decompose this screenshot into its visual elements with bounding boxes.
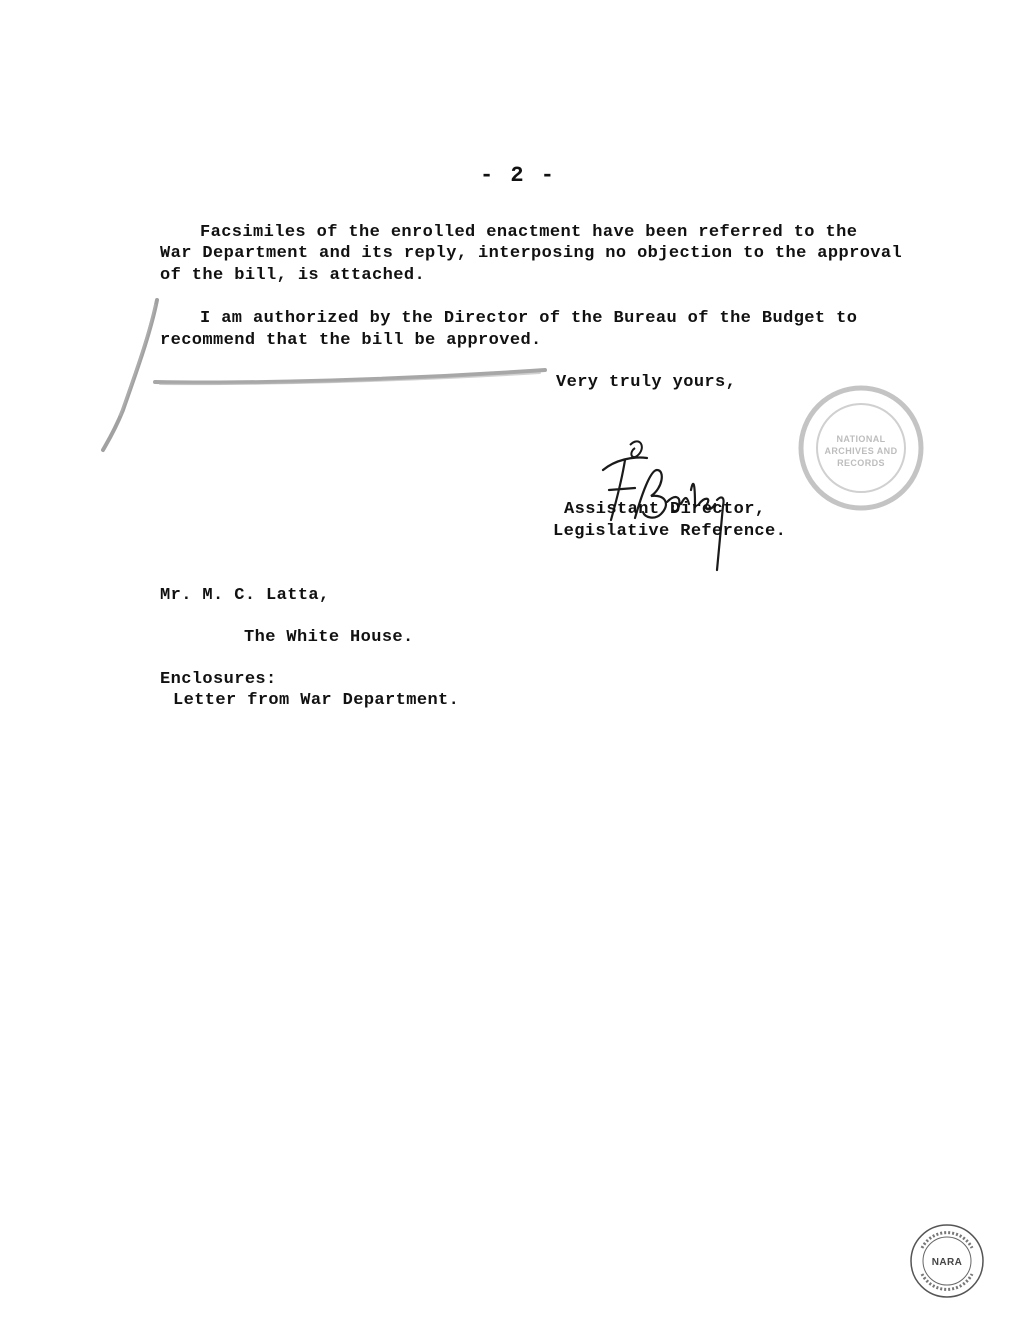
library-seal-stamp — [908, 1222, 986, 1300]
archives-seal-stamp — [795, 382, 927, 514]
pencil-underline-mark — [150, 366, 550, 390]
paragraph-2-line-2: recommend that the bill be approved. — [160, 331, 542, 350]
paragraph-1-line-2: War Department and its reply, interposing no objection to the approval — [160, 244, 903, 263]
svg-text:NATIONAL: NATIONAL — [836, 434, 886, 444]
signer-title-line-2: Legislative Reference. — [553, 522, 787, 541]
addressee-name: Mr. M. C. Latta, — [160, 586, 330, 605]
svg-text:ARCHIVES AND: ARCHIVES AND — [824, 446, 898, 456]
svg-text:RECORDS: RECORDS — [837, 458, 885, 468]
paragraph-1-line-1: Facsimiles of the enrolled enactment have been referred to the — [200, 223, 858, 242]
page-number: - 2 - — [480, 163, 557, 188]
paragraph-2-line-1: I am authorized by the Director of the Bureau of the Budget to — [200, 309, 858, 328]
enclosure-item: Letter from War Department. — [173, 691, 460, 710]
closing-salutation: Very truly yours, — [556, 373, 737, 392]
paragraph-1-line-3: of the bill, is attached. — [160, 266, 426, 285]
svg-text:NARA: NARA — [931, 1257, 963, 1268]
addressee-location: The White House. — [244, 628, 414, 647]
signer-title-line-1: Assistant Director, — [564, 500, 766, 519]
enclosures-label: Enclosures: — [160, 670, 277, 689]
